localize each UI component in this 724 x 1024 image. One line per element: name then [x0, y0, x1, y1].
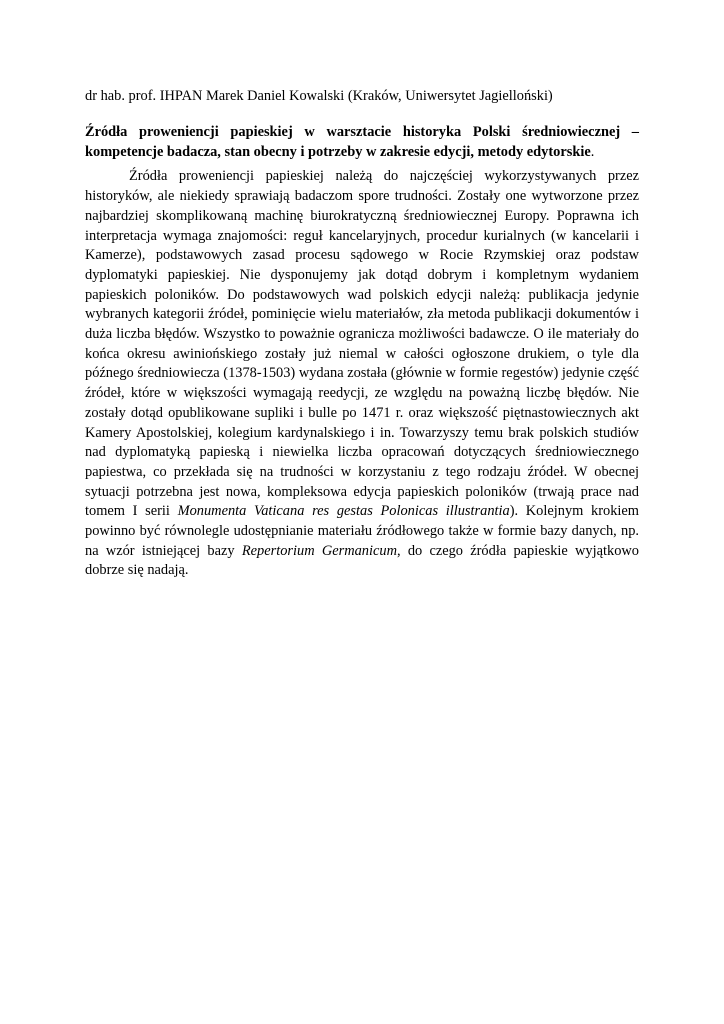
title-text: Źródła proweniencji papieskiej w warsztacie historyka Polski średniowiecznej – kompetencje badacza, stan obecny i potrzeby w zakresie edycji, metody edytorskie [85, 124, 639, 160]
document-page [85, 86, 639, 581]
series-title: Monumenta Vaticana res gestas Polonicas illustrantia [177, 503, 510, 520]
author-line: dr hab. prof. IHPAN Marek Daniel Kowalski (Kraków, Uniwersytet Jagielloński) [85, 88, 553, 104]
title-period: . [590, 143, 595, 160]
document-title [85, 123, 639, 162]
paragraph-part-2: ). Kolejnym krokiem powinno być równolegle udostępnianie materiału źródłowego także w formie bazy danych, np. na wzór istniejącej bazy [85, 503, 639, 559]
database-title: Repertorium Germanicum [241, 542, 397, 559]
paragraph-part-1: Źródła proweniencji papieskiej należą do najczęściej wykorzystywanych przez historyków, ale niekiedy sprawiają badaczom spore trudności. Zostały one wytworzone przez najbardziej skomplikowaną machinę biurokratyczną średniowiecznej Europy. Poprawna ich interpretacja wymaga znajomości: reguł kancelaryjnych, procedur kurialnych (w kancelarii i Kamerze), podstawowych zasad procesu sądowego w Rocie Rzymskiej oraz podstaw dyplomatyki papieskiej. Nie dysponujemy jak dotąd dobrym i kompletnym wydaniem papieskich poloników. Do podstawowych wad polskich edycji należą: publikacja jedynie wybranych kategorii źródeł, pominięcie wielu materiałów, zła metoda publikacji dokumentów i duża liczba błędów. Wszystko to poważnie ogranicza możliwości badawcze. O ile materiały do końca okresu awiniońskiego zostały już niemal w całości ogłoszone drukiem, o tyle dla późnego średniowiecza (1378-1503) wydana została (głównie w formie regestów) jedynie część źródeł, które w większości wymagają reedycji, ze względu na poważną liczbę błędów. Nie zostały dotąd opublikowane supliki i bulle po 1471 r. oraz większość piętnastowiecznych akt Kamery Apostolskiej, kolegium kardynalskiego i in. Towarzyszy temu brak polskich studiów nad dyplomatyką papieską i niewielka liczba opracowań dotyczących średniowiecznego papiestwa, co przekłada się na trudności w korzystaniu z tego rodzaju źródeł. W obecnej sytuacji potrzebna jest nowa, kompleksowa edycja papieskich poloników (trwają prace nad tomem I serii [85, 168, 639, 520]
body-paragraph [85, 167, 639, 581]
paragraph-part-3: , do czego źródła papieskie wyjątkowo dobrze się nadają. [85, 542, 639, 579]
